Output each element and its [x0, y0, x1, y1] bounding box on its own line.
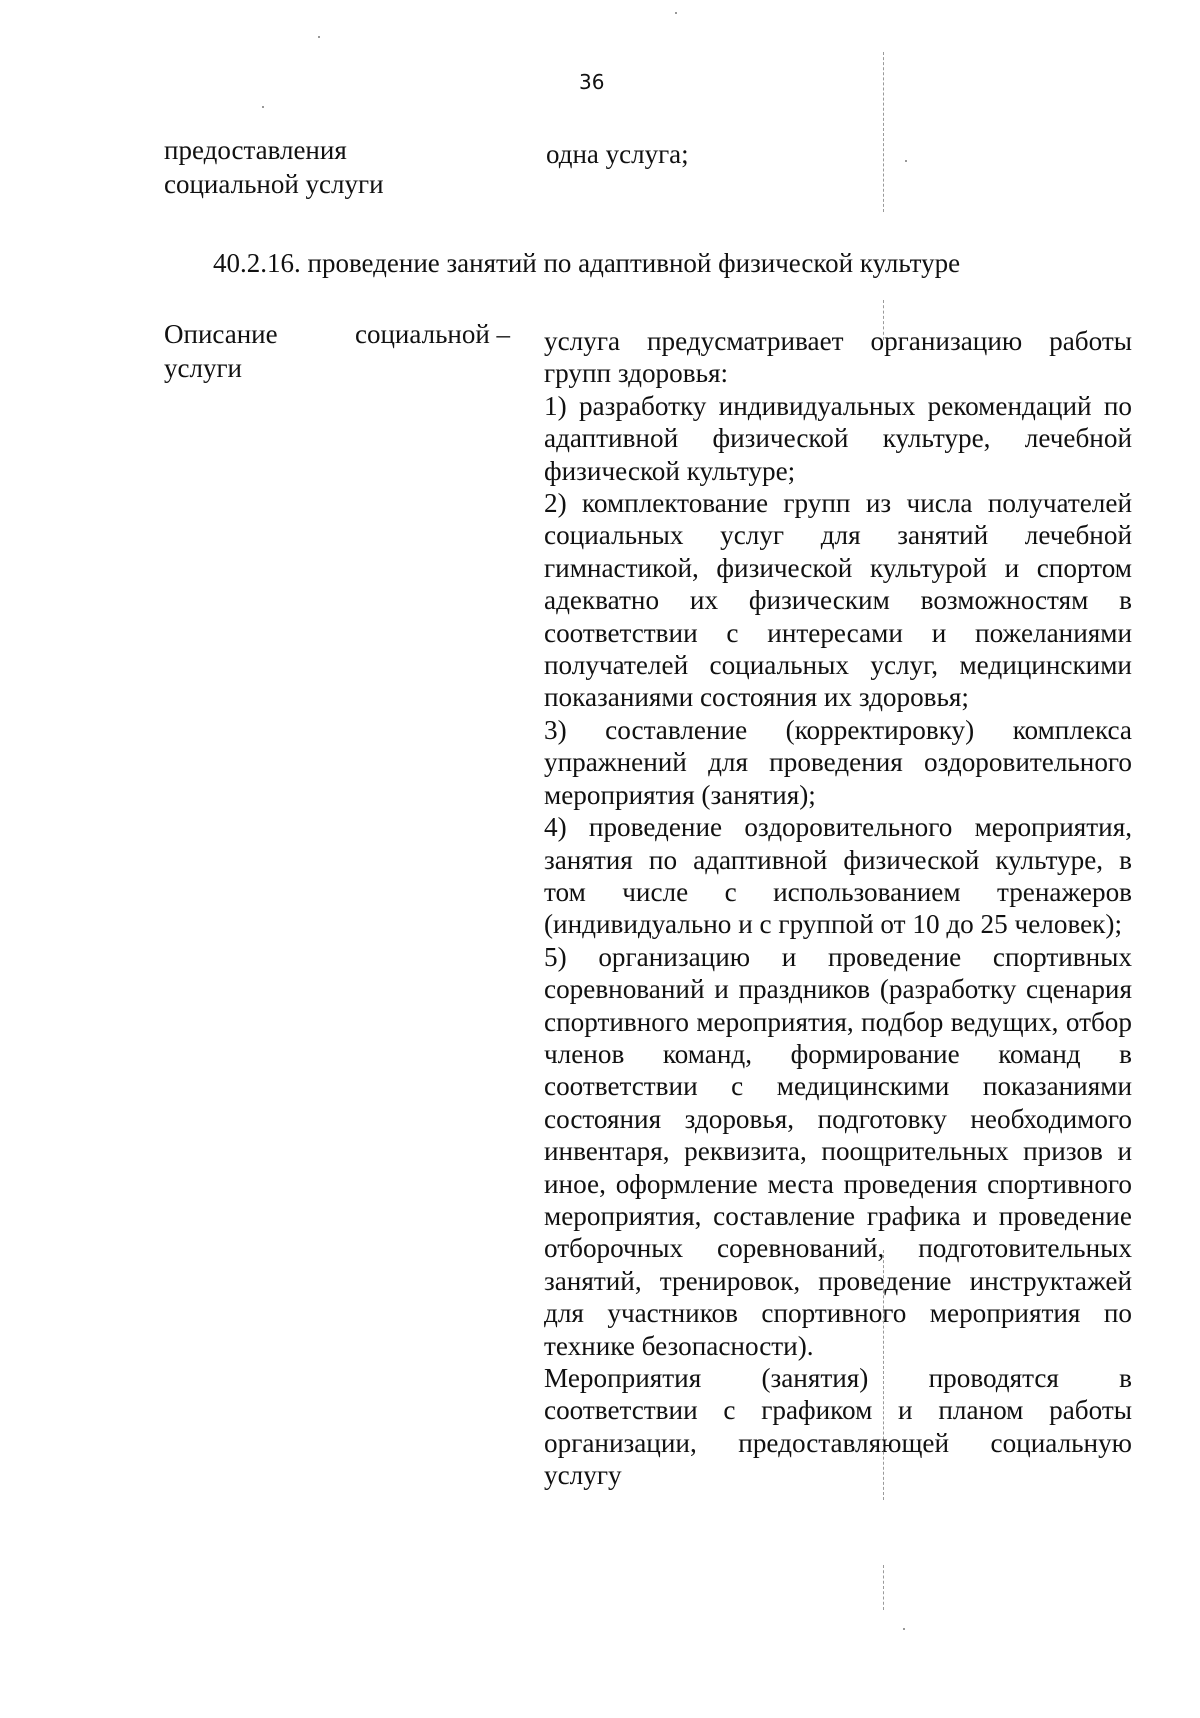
description-label: Описание услуги	[164, 319, 278, 383]
previous-item-label: предоставления социальной услуги	[164, 135, 384, 199]
scan-speck	[903, 1628, 905, 1630]
description-item-5: 5) организацию и проведение спортивных соревнований и праздников (разработку сценария спортивного мероприятия, подбор ведущих, отбор членов команд, формирование команд в соответствии с медицинскими показаниями состояния здоровья, подготовку необходимого инвентаря, реквизита, поощрительных призов и иное, оформление места проведения спортивного мероприятия, составление графика и проведение отборочных соревнований, подготовительных занятий, тренировок, проведение инструктажей для участников спортивного мероприятия по технике безопасности).	[544, 941, 1132, 1361]
scan-fold-line	[883, 300, 884, 340]
description-item-2: 2) комплектование групп из числа получателей социальных услуг для занятий лечебной гимнастикой, физической культурой и спортом адекватно их физическим возможностям в соответствии с интересами и пожеланиями получателей социальных услуг, медицинскими показаниями состояния их здоровья;	[544, 488, 1132, 713]
scan-speck	[318, 36, 320, 38]
description-label-continued: социальной –	[355, 319, 511, 349]
scan-fold-line	[883, 1565, 884, 1610]
previous-item-value: одна услуга;	[546, 139, 689, 169]
section-heading: 40.2.16. проведение занятий по адаптивной физической культуре	[213, 248, 961, 278]
scan-fold-line	[883, 52, 884, 212]
service-description	[544, 325, 1132, 1492]
scan-speck	[905, 160, 907, 162]
page-number: 36	[579, 70, 605, 94]
description-closing: Мероприятия (занятия) проводятся в соответствии с графиком и планом работы организации, предоставляющей социальную услугу	[544, 1363, 1132, 1491]
description-item-3: 3) составление (корректировку) комплекса упражнений для проведения оздоровительного мероприятия (занятия);	[544, 714, 1132, 810]
scan-speck	[262, 106, 264, 108]
description-item-1: 1) разработку индивидуальных рекомендаций по адаптивной физической культуре, лечебной физической культуре;	[544, 390, 1132, 486]
scan-speck	[675, 12, 677, 14]
scan-fold-line	[883, 1250, 884, 1500]
description-item-4: 4) проведение оздоровительного мероприятия, занятия по адаптивной физической культуре, в том числе с использованием тренажеров (индивидуально и с группой от 10 до 25 человек);	[544, 812, 1132, 940]
description-intro: услуга предусматривает организацию работы групп здоровья:	[544, 326, 1132, 389]
